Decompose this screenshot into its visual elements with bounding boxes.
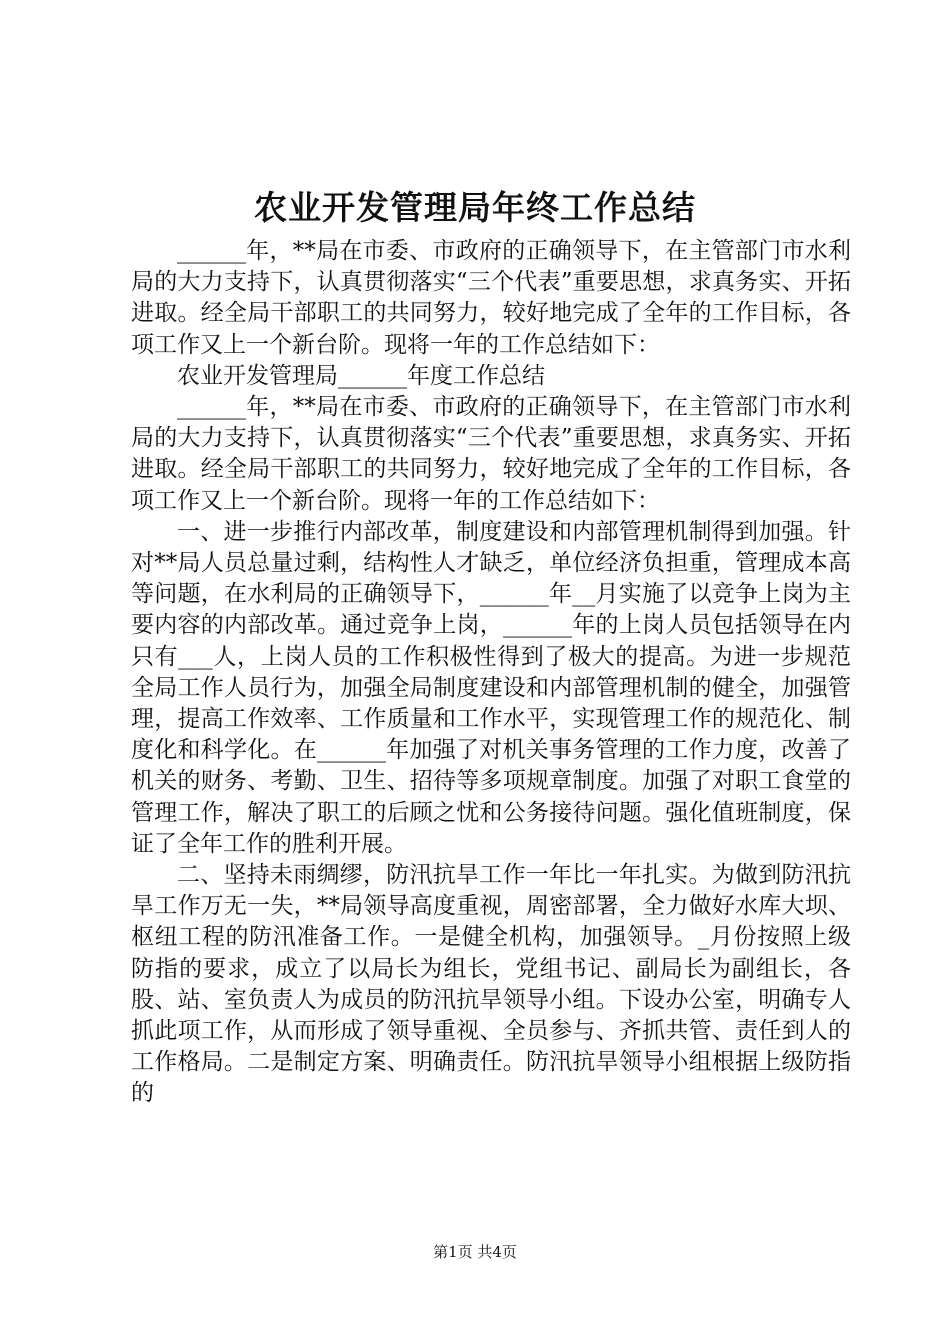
document-body <box>131 236 851 1110</box>
page-number: 第1页 共4页 <box>433 1243 517 1261</box>
repeated-intro-paragraph: ______年，**局在市委、市政府的正确领导下，在主管部门市水利局的大力支持下，认真贯彻落实“三个代表”重要思想，求真务实、开拓进取。经全局干部职工的共同努力，较好地完成了全年的工作目标，各项工作又上一个新台阶。现将一年的工作总结如下： <box>131 394 851 514</box>
flood-control-paragraph: 二、坚持未雨绸缪，防汛抗旱工作一年比一年扎实。为做到防汛抗旱工作万无一失，**局领导高度重视，周密部署，全力做好水库大坝、枢纽工程的防汛准备工作。一是健全机构，加强领导。_月份按照上级防指的要求，成立了以局长为组长，党组书记、副局长为副组长，各股、站、室负责人为成员的防汛抗旱领导小组。下设办公室，明确专人抓此项工作，从而形成了领导重视、全员参与、齐抓共管、责任到人的工作格局。二是制定方案、明确责任。防汛抗旱领导小组根据上级防指的 <box>131 862 851 1107</box>
document-title: 农业开发管理局年终工作总结 <box>254 188 696 227</box>
section-heading: 农业开发管理局______年度工作总结 <box>177 362 545 389</box>
reform-paragraph: 一、进一步推行内部改革，制度建设和内部管理机制得到加强。针对**局人员总量过剩，结构性人才缺乏，单位经济负担重，管理成本高等问题，在水利局的正确领导下，______年__月实施了以竞争上岗为主要内容的内部改革。通过竞争上岗，______年的上岗人员包括领导在内只有___人，上岗人员的工作积极性得到了极大的提高。为进一步规范全局工作人员行为，加强全局制度建设和内部管理机制的健全，加强管理，提高工作效率、工作质量和工作水平，实现管理工作的规范化、制度化和科学化。在______年加强了对机关事务管理的工作力度，改善了机关的财务、考勤、卫生、招待等多项规章制度。加强了对职工食堂的管理工作，解决了职工的后顾之忧和公务接待问题。强化值班制度，保证了全年工作的胜利开展。 <box>131 518 851 857</box>
intro-paragraph: ______年，**局在市委、市政府的正确领导下，在主管部门市水利局的大力支持下，认真贯彻落实“三个代表”重要思想，求真务实、开拓进取。经全局干部职工的共同努力，较好地完成了全年的工作目标，各项工作又上一个新台阶。现将一年的工作总结如下： <box>131 238 851 358</box>
